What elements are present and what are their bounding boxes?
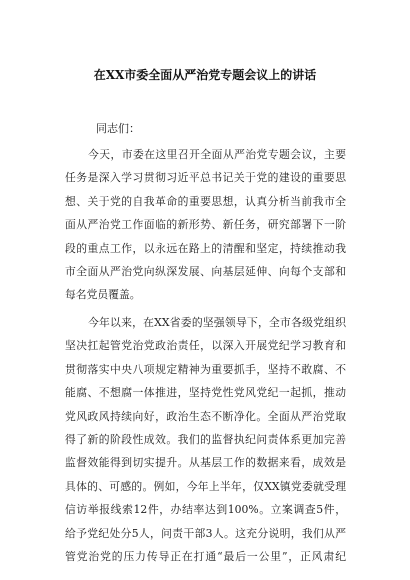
paragraph-line: 任务是深入学习贯彻习近平总书记关于党的建设的重要思	[65, 171, 346, 185]
paragraph-line: 想、关于党的自我革命的重要思想，认真分析当前我市全	[65, 194, 346, 208]
paragraph-line: 贯彻落实中央八项规定精神为重要抓手，坚持不敢腐、不	[65, 362, 346, 376]
paragraph-line: 坚决扛起管党治党政治责任，以深入开展党纪学习教育和	[65, 339, 346, 353]
paragraph-2	[65, 311, 346, 568]
paragraph-line: 今天，市委在这里召开全面从严治党专题会议，主要	[88, 148, 346, 161]
paragraph-line: 能腐、不想腐一体推进，坚持党性党风党纪一起抓，推动	[65, 386, 346, 400]
paragraph-line: 今年以来，在XX省委的坚强领导下，全市各级党组织	[88, 316, 346, 329]
paragraph-line: 党风政风持续向好，政治生态不断净化。全面从严治党取	[65, 409, 346, 423]
paragraph-line: 面从严治党工作面临的新形势、新任务，研究部署下一阶	[65, 218, 346, 232]
paragraph-line: 监督效能得到切实提升。从基层工作的数据来看，成效是	[65, 456, 346, 470]
paragraph-line: 给予党纪处分5人，问责干部3人。这充分说明，我们从严	[65, 526, 346, 540]
salutation: 同志们：	[96, 122, 140, 135]
paragraph-line: 具体的、可感的。例如，今年上半年，仅XX镇党委就受理	[65, 479, 346, 493]
paragraph-line: 得了新的阶段性成效。我们的监督执纪问责体系更加完善	[65, 432, 346, 446]
document-title: 在XX市委全面从严治党专题会议上的讲话	[93, 68, 317, 82]
paragraph-line: 市全面从严治党向纵深发展、向基层延伸、向每个支部和	[65, 264, 346, 278]
paragraph-1	[65, 143, 346, 307]
paragraph-line: 信访举报线索12件，办结率达到100%。立案调查5件，	[65, 503, 346, 517]
paragraph-line: 管党治党的压力传导正在打通“最后一公里”，正风肃纪	[65, 549, 346, 563]
paragraph-line: 每名党员覆盖。	[65, 288, 141, 302]
paragraph-line: 段的重点工作，以永远在路上的清醒和坚定，持续推动我	[65, 241, 346, 255]
